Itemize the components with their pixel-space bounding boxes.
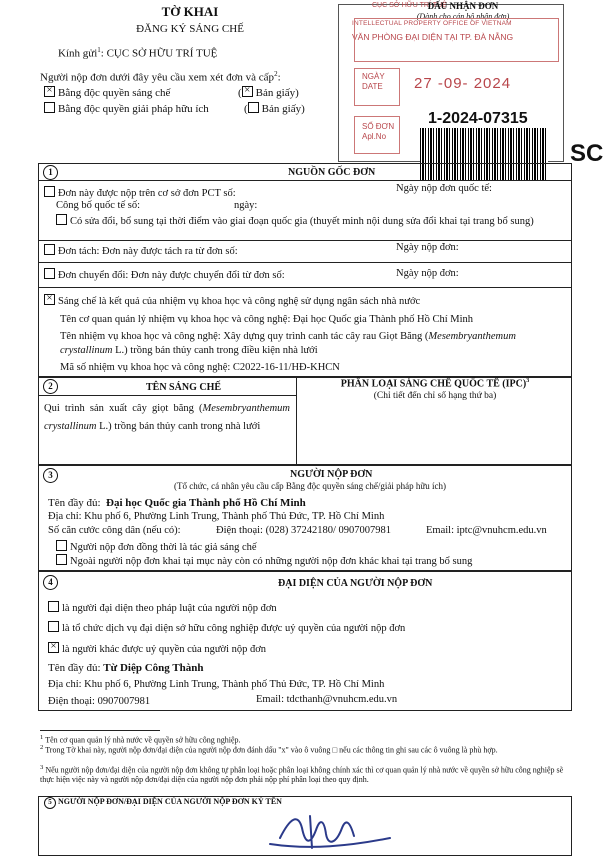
rep-opt2-row[interactable]: là tổ chức dịch vụ đại diện sở hữu công nghiệp được uỷ quyền của người nộp đơn [48, 621, 405, 634]
stamp-top-label: DẤU NHẬN ĐƠN [427, 1, 499, 11]
checkbox-utility[interactable] [44, 102, 55, 113]
footnote-rule [40, 730, 160, 731]
checkbox-pct[interactable] [44, 186, 55, 197]
also-author-row[interactable]: Người nộp đơn đồng thời là tác giả sáng chế [56, 540, 257, 553]
checkbox-utility-paper[interactable] [248, 102, 259, 113]
stamp-no-label: SỐ ĐƠN Apl.No [362, 122, 395, 141]
signature [250, 808, 400, 853]
section-3-title: NGƯỜI NỘP ĐƠN [290, 469, 373, 480]
rep-email: Email: tdcthanh@vnuhcm.edu.vn [256, 694, 398, 705]
stamp-date-label: NGÀY DATE [362, 72, 385, 91]
section-4-number: 4 [43, 575, 58, 590]
checkbox-funded[interactable] [44, 294, 55, 305]
section-2-title: TÊN SÁNG CHẾ [146, 382, 222, 393]
section-1-title: NGUỒN GỐC ĐƠN [288, 167, 376, 178]
applicant-name: Đại học Quốc gia Thành phố Hồ Chí Minh [106, 497, 306, 509]
section-4-title: ĐẠI DIỆN CỦA NGƯỜI NỘP ĐƠN [278, 578, 433, 589]
pub-label: Công bố quốc tế số: [56, 200, 140, 211]
checkbox-also-author[interactable] [56, 540, 67, 551]
checkbox-rep-other[interactable] [48, 642, 59, 653]
amendment-row[interactable]: Có sửa đổi, bổ sung tại thời điểm vào giai đoạn quốc gia (thuyết minh nội dung sửa đổi khai tại trang bổ sung) [56, 214, 566, 228]
section-3-number: 3 [43, 468, 58, 483]
task-line: Tên nhiệm vụ khoa học và công nghệ: Xây dựng quy trình canh tác cây rau Giọt Băng (Mesembryanthemum crystallinum L.) trồng bán thủy canh trong điều kiện nhà lưới [60, 331, 516, 356]
rep-opt1-row[interactable]: là người đại diện theo pháp luật của người nộp đơn [48, 601, 277, 614]
applicant-id-label: Số căn cước công dân (nếu có): [48, 525, 181, 536]
footnote-3: $^3$ Nếu người nộp đơn/đại diện của người nộp đơn không tự phân loại hoặc phân loại không chính xác thì cơ quan quản lý nhà nước về quyền sở hữu công nghiệp sẽ thực hiện việc này và người nộp đơn/đại diện của người nộp đơn phải nộp phí phân loại theo quy định. [40, 764, 564, 785]
form-title: TỜ KHAI [161, 4, 219, 19]
footnote-2: $^2$ Trong Tờ khai này, người nộp đơn/đại diện của người nộp đơn đánh dấu "x" vào ô vuông □ nếu các thông tin ghi sau các ô vuông là phù hợp. [40, 744, 498, 755]
option-patent-paper[interactable]: (× Bản giấy) [238, 86, 299, 99]
stamp-frame [354, 18, 559, 62]
rep-address: Địa chỉ: Khu phố 6, Phường Linh Trung, Thành phố Thủ Đức, TP. Hồ Chí Minh [48, 679, 385, 690]
ipc-title: PHÂN LOẠI SÁNG CHẾ QUỐC TẾ (IPC)$^3$ [340, 378, 530, 390]
option-patent[interactable]: ×Bằng độc quyền sáng chế [44, 86, 170, 99]
applicant-name-row: Tên đầy đủ: Đại học Quốc gia Thành phố Hồ Chí Minh [48, 497, 306, 509]
divider [38, 180, 572, 181]
divisional-row[interactable]: Đơn tách: Đơn này được tách ra từ đơn số: [44, 244, 238, 257]
divider [38, 262, 572, 263]
form-subtitle: ĐĂNG KÝ SÁNG CHẾ [136, 23, 244, 35]
stamp-office: CỤC SỞ HỮU TRÍ TUỆ [372, 2, 447, 9]
other-applicants-row[interactable]: Ngoài người nộp đơn khai tại mục này còn có những người nộp đơn khác khai tại trang bổ sung [56, 554, 472, 567]
stamp-line2: VĂN PHÒNG ĐẠI DIỆN TẠI TP. ĐÀ NẴNG [352, 32, 514, 42]
rep-opt3-row[interactable]: ×là người khác được uỷ quyền của người nộp đơn [48, 642, 266, 655]
checkbox-converted[interactable] [44, 268, 55, 279]
section-representative [38, 571, 572, 711]
applicant-email: Email: iptc@vnuhcm.edu.vn [426, 525, 547, 536]
stamp-date-value: 27 -09- 2024 [414, 75, 512, 92]
applicant-phone: Điện thoại: (028) 37242180/ 0907007981 [216, 525, 391, 536]
checkbox-rep-legal[interactable] [48, 601, 59, 612]
pub-date-label: ngày: [234, 200, 258, 211]
ipc-note: (Chỉ tiết đến chỉ số hạng thứ ba) [373, 391, 497, 401]
stamp-no-frame [354, 116, 400, 154]
stamp-line1: INTELLECTUAL PROPERTY OFFICE OF VIETNAM [352, 20, 512, 27]
checkbox-other-applicants[interactable] [56, 554, 67, 565]
divider [38, 240, 572, 241]
divider [38, 395, 296, 396]
checkbox-amendment[interactable] [56, 214, 67, 225]
rep-phone: Điện thoại: 0907007981 [48, 696, 151, 707]
request-line: Người nộp đơn dưới đây yêu cầu xem xét đơn và cấp$^2$: [40, 70, 281, 84]
checkbox-patent-paper[interactable] [242, 86, 253, 97]
section-5-header: 5 NGƯỜI NỘP ĐƠN/ĐẠI DIỆN CỦA NGƯỜI NỘP ĐƠN KÝ TÊN [44, 797, 282, 809]
task-code: Mã số nhiệm vụ khoa học và công nghệ: C2022-16-11/HĐ-KHCN [60, 362, 340, 373]
stamp-date-frame [354, 68, 400, 106]
agency-line: Tên cơ quan quản lý nhiệm vụ khoa học và công nghệ: Đại học Quốc gia Thành phố Hồ Chí Minh [60, 314, 474, 325]
converted-date: Ngày nộp đơn: [396, 268, 459, 279]
addressee: Kính gửi$^1$: CỤC SỞ HỮU TRÍ TUỆ [58, 46, 218, 60]
converted-row[interactable]: Đơn chuyển đổi: Đơn này được chuyển đổi từ đơn số: [44, 268, 285, 281]
option-utility[interactable]: Bằng độc quyền giải pháp hữu ích [44, 102, 209, 115]
divider [296, 377, 297, 465]
section-1-number: 1 [43, 165, 58, 180]
section-5-title: NGƯỜI NỘP ĐƠN/ĐẠI DIỆN CỦA NGƯỜI NỘP ĐƠN KÝ TÊN [58, 797, 282, 806]
divider [38, 287, 572, 288]
applicant-note: (Tổ chức, cá nhân yêu cầu cấp Bằng độc quyền sáng chế/giải pháp hữu ích) [174, 481, 446, 491]
side-code: SC [570, 140, 604, 167]
divisional-date: Ngày nộp đơn: [396, 242, 459, 253]
invention-name: Qui trình sản xuất cây giọt băng (Mesembryanthemum crystallinum L.) trồng bán thủy canh trong nhà lưới [44, 403, 290, 432]
footnote-1: $^1$ Tên cơ quan quản lý nhà nước về quyền sở hữu công nghiệp. [40, 734, 241, 745]
checkbox-divisional[interactable] [44, 244, 55, 255]
pct-row[interactable]: Đơn này được nộp trên cơ sở đơn PCT số: [44, 186, 236, 199]
section-2-number: 2 [43, 379, 58, 394]
option-utility-paper[interactable]: ( Bản giấy) [244, 103, 305, 115]
rep-name-row: Tên đầy đủ: Từ Diệp Công Thành [48, 662, 204, 674]
pct-date-label: Ngày nộp đơn quốc tế: [396, 183, 492, 194]
applicant-address: Địa chỉ: Khu phố 6, Phường Linh Trung, Thành phố Thủ Đức, TP. Hồ Chí Minh [48, 511, 385, 522]
checkbox-rep-service[interactable] [48, 621, 59, 632]
funded-row[interactable]: ×Sáng chế là kết quả của nhiệm vụ khoa học và công nghệ sử dụng ngân sách nhà nước [44, 294, 420, 307]
checkbox-patent[interactable] [44, 86, 55, 97]
application-number: 1-2024-07315 [428, 110, 528, 127]
rep-name: Từ Diệp Công Thành [103, 662, 204, 674]
stamp-top-sub: (Dành cho cán bộ nhận đơn) [416, 12, 510, 21]
